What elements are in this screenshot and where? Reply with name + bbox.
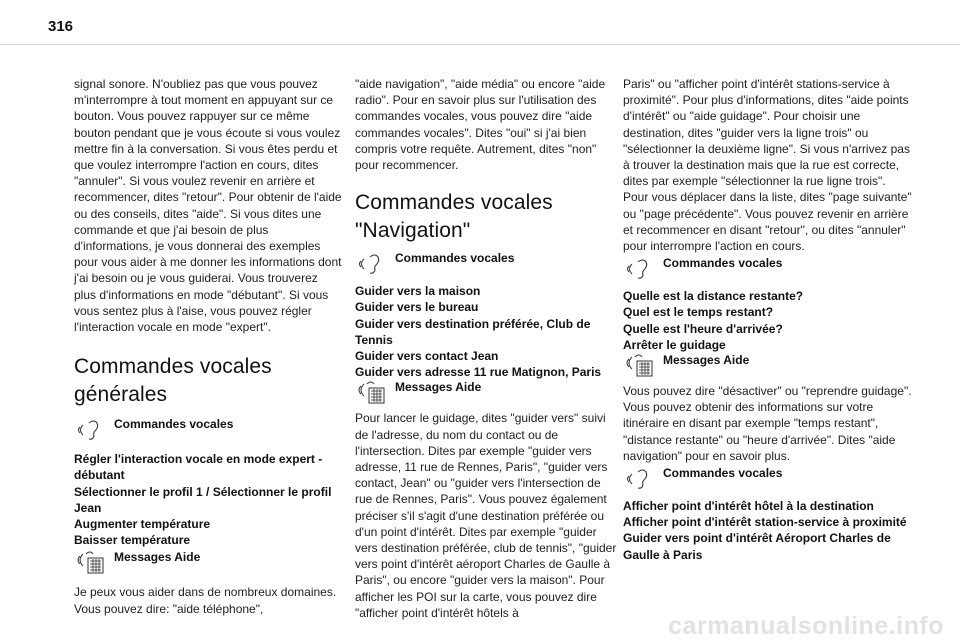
command-item: Guider vers le bureau <box>355 300 479 315</box>
col1-help-row <box>74 550 342 576</box>
col3-help-label: Messages Aide <box>663 353 750 368</box>
col2-help-row <box>355 380 620 406</box>
command-item: Afficher point d'intérêt hôtel à la destination <box>623 499 874 514</box>
col1-help-text: Je peux vous aider dans de nombreux domaines. Vous pouvez dire: "aide téléphone", <box>74 585 337 616</box>
col2-help-text: Pour lancer le guidage, dites "guider vers" suivi de l'adresse, du nom du contact ou de l'intersection. Dites par exemple "guider vers adresse, 11 rue de Rennes, Paris", "guider vers contact, Jean" ou "guider vers l'intersection de rue de Rennes, Paris". Vous pouvez également préciser s'il s'agit d'une destination préférée ou d'un point d'intérêt. Dites par exemple "guider vers destination préférée, club de tennis", "guider vers point d'intérêt aéroport Charles de Gaulle à Paris", ou encore "guider vers la maison". Pour afficher les POI sur la carte, vous pouvez dire "afficher point d'intérêt hôtels à <box>355 411 617 620</box>
header-rule <box>0 44 960 45</box>
column-3 <box>623 76 913 563</box>
voice-command-icon <box>355 251 389 277</box>
col1-voice-commands-row <box>74 417 342 443</box>
command-item: Quel est le temps restant? <box>623 305 774 320</box>
command-item: Guider vers destination préférée, Club de Tennis <box>355 316 591 347</box>
col1-intro: signal sonore. N'oubliez pas que vous pouvez m'interrompre à tout moment en appuyant sur ce bouton. Vous pouvez rappuyer sur ce même bouton pendant que je vous écoute si vous voulez mettre fin à la conversation. Si vous êtes perdu et que voulez interrompre l'action en cours, dites "annuler". Si vous voulez revenir en arrière et recommencer, dites "retour". Pour obtenir de l'aide ou des conseils, dites "aide". Si vous dites une commande et que j'ai besoin de plus d'informations, je vous donnerai des exemples pour vous aider à me donner les informations dont j'ai besoin ou je vous guiderai. Vous trouverez plus d'informations en mode "débutant". Si vous vous sentez plus à l'aise, vous pouvez régler l'interaction vocale en mode "expert". <box>74 77 342 335</box>
col2-help-label: Messages Aide <box>395 380 482 395</box>
col1-command-list <box>74 451 342 548</box>
command-item: Régler l'interaction vocale en mode expert - débutant <box>74 452 323 483</box>
help-message-icon <box>355 380 389 406</box>
command-item: Quelle est la distance restante? <box>623 289 804 304</box>
col3-help-row <box>623 353 913 379</box>
command-item: Guider vers adresse 11 rue Matignon, Paris <box>355 365 602 380</box>
col2-voice-commands-row <box>355 251 620 277</box>
col2-command-list <box>355 283 620 380</box>
col2-intro: "aide navigation", "aide média" ou encore "aide radio". Pour en savoir plus sur l'utilisation des commandes vocales, vous pouvez dire "aide commandes vocales". Dites "oui" si j'ai bien compris votre requête. Autrement, dites "non" pour recommencer. <box>355 77 606 173</box>
page-number: 316 <box>48 18 74 35</box>
col1-help-label: Messages Aide <box>114 550 201 565</box>
col2-heading: Commandes vocales "Navigation" <box>355 191 553 243</box>
watermark: carmanualsonline.info <box>668 612 944 640</box>
help-message-icon <box>74 550 108 576</box>
col1-voice-label: Commandes vocales <box>114 417 234 432</box>
col3-intro: Paris" ou "afficher point d'intérêt stations-service à proximité". Pour plus d'informations, dites "aide points d'intérêt" ou "aide guidage". Pour choisir une destination, dites "guider vers la ligne trois" ou "sélectionner la deuxième ligne". Si vous n'arrivez pas à trouver la destination mais que la rue est correcte, dites par exemple "sélectionner la rue ligne trois". Pour vous déplacer dans la liste, dites "page suivante" ou "page précédente". Vous pouvez revenir en arrière et recommencer en disant "retour", ou dites "annuler" pour interrompre l'action en cours. <box>623 77 912 254</box>
voice-command-icon <box>74 417 108 443</box>
command-item: Quelle est l'heure d'arrivée? <box>623 321 783 336</box>
command-item: Afficher point d'intérêt station-service à proximité <box>623 515 907 530</box>
col3-command-list <box>623 288 913 353</box>
col1-heading: Commandes vocales générales <box>74 355 272 407</box>
col3-voice-label: Commandes vocales <box>663 256 783 271</box>
help-message-icon <box>623 353 657 379</box>
col3-voice-commands-row-2 <box>623 466 913 492</box>
voice-command-icon <box>623 256 657 282</box>
command-item: Augmenter température <box>74 517 211 532</box>
col3-command-list-2 <box>623 498 913 563</box>
command-item: Baisser température <box>74 533 191 548</box>
col2-voice-label: Commandes vocales <box>395 251 515 266</box>
col3-voice-commands-row <box>623 256 913 282</box>
command-item: Guider vers contact Jean <box>355 349 499 364</box>
col3-help-text: Vous pouvez dire "désactiver" ou "reprendre guidage". Vous pouvez obtenir des informations sur votre itinéraire en disant par exemple "temps restant", "distance restante" ou "heure d'arrivée". Dites "aide navigation" pour en savoir plus. <box>623 384 912 463</box>
column-1 <box>74 76 342 617</box>
command-item: Sélectionner le profil 1 / Sélectionner le profil Jean <box>74 484 332 515</box>
command-item: Guider vers la maison <box>355 284 481 299</box>
column-2 <box>355 76 620 621</box>
command-item: Arrêter le guidage <box>623 337 726 352</box>
voice-command-icon <box>623 466 657 492</box>
command-item: Guider vers point d'intérêt Aéroport Charles de Gaulle à Paris <box>623 531 891 562</box>
col3-voice-label-2: Commandes vocales <box>663 466 783 481</box>
